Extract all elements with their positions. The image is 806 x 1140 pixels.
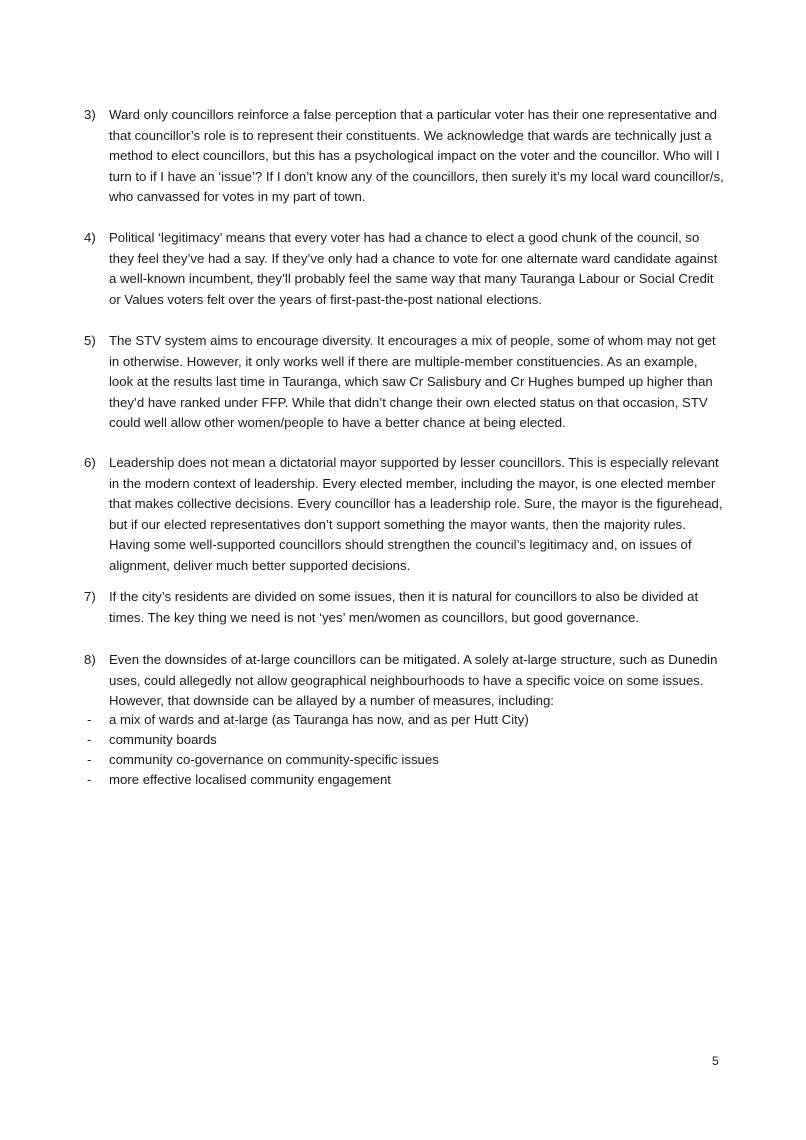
list-item-text: community boards [109, 732, 217, 747]
numbered-paragraph-8 [84, 650, 724, 712]
paragraph-number: 3) [84, 107, 96, 122]
list-item-text: a mix of wards and at-large (as Tauranga has now, and as per Hutt City) [109, 712, 529, 727]
numbered-paragraph-3 [84, 105, 724, 208]
list-item [84, 730, 724, 750]
list-item-text: more effective localised community engagement [109, 772, 391, 787]
paragraph-number: 4) [84, 230, 96, 245]
list-item-text: community co-governance on community-specific issues [109, 752, 439, 767]
numbered-paragraph-4 [84, 228, 724, 310]
paragraph-number: 8) [84, 652, 96, 667]
list-dash: - [87, 772, 92, 787]
paragraph-number: 5) [84, 333, 96, 348]
list-dash: - [87, 732, 92, 747]
list-dash: - [87, 712, 92, 727]
paragraph-number: 6) [84, 455, 96, 470]
paragraph-text: The STV system aims to encourage diversity. It encourages a mix of people, some of whom may not get in otherwise. However, it only works well if there are multiple-member constituencies. As an example, look at the results last time in Tauranga, which saw Cr Salisbury and Cr Hughes bumped up higher than they’d have ranked under FFP. While that didn’t change their own elected status on that occasion, STV could well allow other women/people to have a better chance at being elected. [109, 333, 716, 430]
list-dash: - [87, 752, 92, 767]
paragraph-text: Political ‘legitimacy’ means that every voter has had a chance to elect a good chunk of the council, so they feel they’ve had a say. If they’ve only had a chance to vote for one alternate ward candidate against a well-known incumbent, they’ll probably feel the same way that many Tauranga Labour or Social Credit or Values voters felt over the years of first-past-the-post national elections. [109, 230, 718, 307]
numbered-paragraph-5 [84, 331, 724, 434]
paragraph-text: Leadership does not mean a dictatorial mayor supported by lesser councillors. This is especially relevant in the modern context of leadership. Every elected member, including the mayor, is one elected member that makes collective decisions. Every councillor has a leadership role. Sure, the mayor is the figurehead, but if our elected representatives don’t support something the mayor wants, then the majority rules. Having some well-supported councillors should strengthen the council’s legitimacy and, on issues of alignment, deliver much better supported decisions. [109, 455, 723, 573]
list-item [84, 710, 724, 730]
paragraph-text: Ward only councillors reinforce a false perception that a particular voter has their one representative and that councillor’s role is to represent their constituents. We acknowledge that wards are technically just a method to elect councillors, but this has a psychological impact on the voter and the councillor. Who will I turn to if I have an ‘issue’? If I don’t know any of the councillors, then surely it’s my local ward councillor/s, who canvassed for votes in my part of town. [109, 107, 724, 204]
list-item [84, 750, 724, 770]
numbered-paragraph-6 [84, 453, 724, 576]
paragraph-number: 7) [84, 589, 96, 604]
numbered-paragraph-7 [84, 587, 724, 628]
page-number: 5 [712, 1054, 719, 1068]
list-item [84, 770, 724, 790]
paragraph-text: Even the downsides of at-large councillors can be mitigated. A solely at-large structure, such as Dunedin uses, could allegedly not allow geographical neighbourhoods to have a specific voice on some issues. However, that downside can be allayed by a number of measures, including: [109, 652, 718, 708]
paragraph-text: If the city’s residents are divided on some issues, then it is natural for councillors to also be divided at times. The key thing we need is not ‘yes’ men/women as councillors, but good governance. [109, 589, 699, 625]
